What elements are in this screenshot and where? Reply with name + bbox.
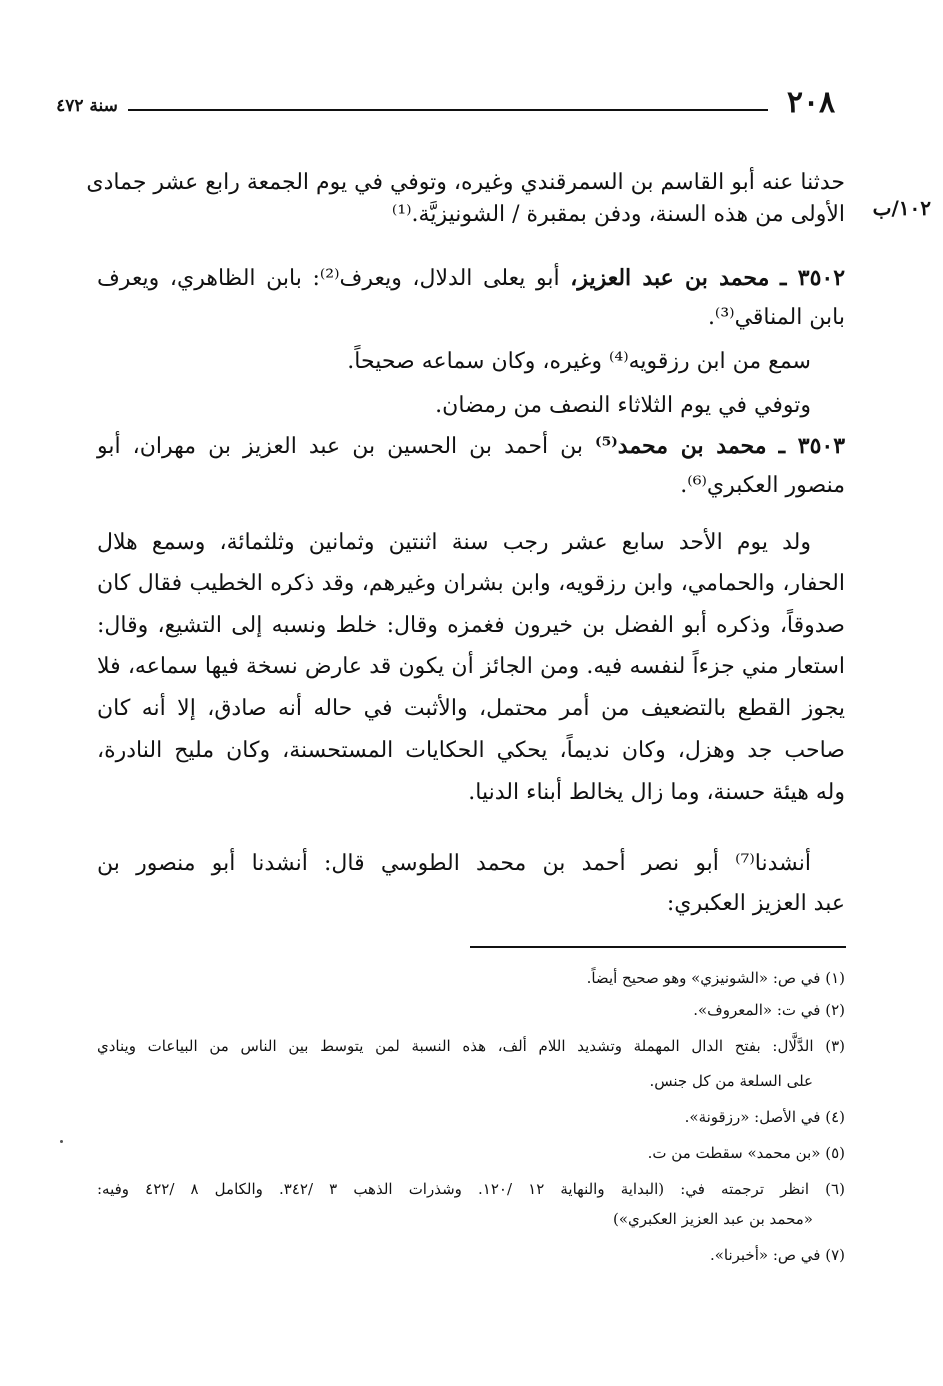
footnote: (٤) في الأصل: «رزقونة».: [684, 1108, 845, 1126]
body-line: عبد العزيز العكبري:: [666, 891, 845, 916]
body-line: استعار مني جزءاً لنفسه فيه. ومن الجائز أن يكون قد عارض نسخة فيها سماعه، فلا: [97, 654, 845, 679]
body-line: حدثنا عنه أبو القاسم بن السمرقندي وغيره، وتوفي في يوم الجمعة رابع عشر جمادى: [86, 170, 845, 195]
entry-name: محمد بن محمد⁽⁵⁾: [595, 433, 767, 459]
body-line: يجوز القطع بالتضعيف من أمر محتمل، والأثبت في حاله أنه صادق، إلا أنه كان: [97, 696, 845, 721]
footnote-continuation: على السلعة من كل جنس.: [649, 1072, 813, 1090]
footnote: (٣) الدَّلَّال: بفتح الدال المهملة وتشديد اللام ألف، هذه النسبة لمن يتوسط بين الناس من البياعات وينادي: [97, 1037, 845, 1055]
running-head-year: سنة ٤٧٢: [56, 96, 118, 116]
footnote: (٧) في ص: «أخبرنا».: [709, 1246, 845, 1264]
body-line: الأولى من هذه السنة، ودفن بمقبرة / الشونيزيَّة.⁽¹⁾: [391, 202, 845, 227]
entry-number: ٣٥٠٣ ـ: [778, 433, 846, 459]
body-line: صاحب جد وهزل، وكان نديماً، يحكي الحكايات المستحسنة، وكان مليح النادرة،: [97, 738, 845, 763]
body-line: ولد يوم الأحد سابع عشر رجب سنة اثنتين وثمانين وثلثمائة، وسمع هلال: [97, 530, 811, 555]
body-line: بابن المناقي⁽³⁾.: [707, 305, 845, 330]
footnote: (٦) انظر ترجمته في: (البداية والنهاية ١٢ /١٢٠. وشذرات الذهب ٣ /٣٤٢. والكامل ٨ /٤٢٢ وفيه:: [97, 1180, 845, 1198]
body-line: الحفار، والحمامي، وابن رزقويه، وابن بشران وغيرهم، وقد ذكره الخطيب فقال كان: [97, 571, 845, 596]
entry-3502-heading: [97, 262, 845, 295]
body-line: منصور العكبري⁽⁶⁾.: [680, 473, 845, 498]
scan-speck: [60, 1140, 63, 1143]
body-line: وله هيئة حسنة، وما زال يخالط أبناء الدنيا.: [468, 780, 845, 805]
footnote: (٥) «بن محمد» سقطت من ت.: [647, 1144, 845, 1162]
entry-text: أبو يعلى الدلال، ويعرف⁽²⁾: بابن الظاهري، ويعرف: [97, 266, 560, 291]
body-line: وتوفي في يوم الثلاثاء النصف من رمضان.: [435, 393, 811, 418]
body-line: سمع من ابن رزقويه⁽⁴⁾ وغيره، وكان سماعه صحيحاً.: [347, 349, 811, 374]
page-number: ٢٠٨: [786, 85, 836, 120]
body-line: صدوقاً، وذكره أبو الفضل بن خيرون فغمزه وقال: خلط ونسبه إلى التشيع، وقال:: [97, 613, 845, 638]
entry-name: محمد بن عبد العزيز،: [570, 265, 770, 291]
footnote: (٢) في ت: «المعروف».: [693, 1001, 845, 1019]
entry-3503-heading: [97, 430, 845, 463]
body-line: أنشدنا⁽⁷⁾ أبو نصر أحمد بن محمد الطوسي قال: أنشدنا أبو منصور بن: [97, 851, 811, 876]
header-rule: [128, 109, 768, 111]
entry-number: ٣٥٠٢ ـ: [780, 265, 846, 291]
footnote-rule: [470, 946, 846, 948]
folio-margin-note: ١٠٢/ب: [872, 196, 931, 220]
footnote: (١) في ص: «الشونيزي» وهو صحيح أيضاً.: [586, 969, 845, 987]
entry-text: بن أحمد بن الحسين بن عبد العزيز بن مهران، أبو: [97, 434, 583, 459]
footnote-continuation: «محمد بن عبد العزيز العكبري»): [613, 1210, 813, 1228]
